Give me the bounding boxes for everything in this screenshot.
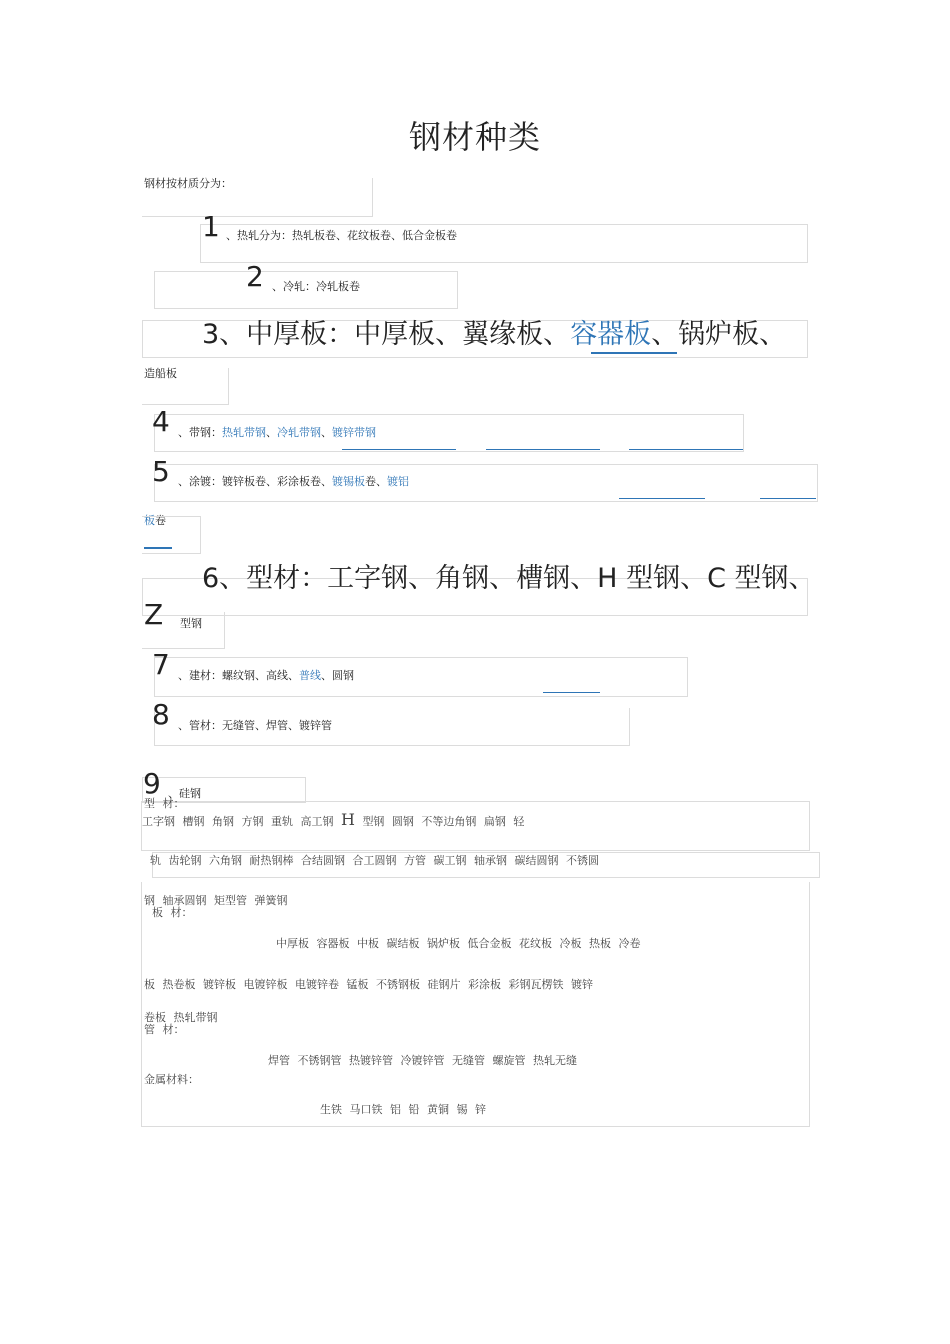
link-underline [619,498,705,499]
item-4-number: 4 [152,405,170,438]
metals-label: 金属材料： [144,1073,199,1086]
plates-label: 板 材： [152,906,193,919]
item-3-line2: 造船板 [144,367,177,380]
item-4-label: 、带钢： [178,426,222,439]
item-7-text-a: 、建材：螺纹钢、高线、 [178,669,299,682]
separator: 、 [266,426,277,439]
profiles-line1 [142,810,524,829]
text-frame [142,178,373,217]
category-frame [141,882,810,1127]
item-7-link-ordinary-wire[interactable]: 普线 [299,669,321,682]
item-5-text [178,473,409,489]
link-underline [543,692,600,693]
profiles-h: H [340,810,355,829]
plates-line1: 中厚板 容器板 中板 碳结板 锅炉板 低合金板 花纹板 冷板 热板 冷卷 [276,937,641,950]
item-4-link-galv-strip[interactable]: 镀锌带钢 [332,426,376,439]
item-7-number: 7 [152,648,170,681]
link-underline [486,449,600,450]
pipes-label: 管 材： [144,1023,185,1036]
item-5-number: 5 [152,455,170,488]
item-2-text: 、冷轧：冷轧板卷 [272,280,360,293]
item-5-text-a: 、涂镀：镀锌板卷、彩涂板卷、 [178,475,332,488]
item-3-text-a: 3、中厚板：中厚板、翼缘板、 [202,319,571,350]
profiles-line1-b: 型钢 圆钢 不等边角钢 扁钢 轻 [362,815,525,828]
item-5-link-plate[interactable]: 板 [144,514,155,527]
item-2-number: 2 [246,260,264,293]
item-4-link-cold-strip[interactable]: 冷轧带钢 [277,426,321,439]
metals-line1: 生铁 马口铁 铝 铅 黄铜 锡 锌 [320,1103,486,1116]
item-9-number: 9 [143,767,161,800]
item-3-line1 [202,312,786,351]
item-7-text [178,667,354,683]
intro-text: 钢材按材质分为： [144,177,232,190]
item-8-text: 、管材：无缝管、焊管、镀锌管 [178,719,332,732]
link-underline [760,498,816,499]
item-7-text-b: 、圆钢 [321,669,354,682]
text-frame [142,368,229,405]
plates-line2: 板 热卷板 镀锌板 电镀锌板 电镀锌卷 锰板 不锈钢板 硅钢片 彩涂板 彩钢瓦楞铁 镀锌 [144,978,593,991]
link-underline [144,547,172,549]
link-underline [629,449,743,450]
pipes-line1: 焊管 不锈钢管 热镀锌管 冷镀锌管 无缝管 螺旋管 热轧无缝 [268,1054,577,1067]
profiles-line3: 钢 轴承圆钢 矩型管 弹簧钢 [144,894,288,907]
item-5-link-aluminized[interactable]: 镀铝 [387,475,409,488]
plates-line3: 卷板 热轧带钢 [144,1011,218,1024]
item-1-number: 1 [202,210,220,243]
item-5-link-tinplate[interactable]: 镀锡板 [332,475,365,488]
profiles-line1-a: 工字钢 槽钢 角钢 方钢 重轨 高工钢 [142,815,334,828]
item-6-line2: 型钢 [180,617,202,630]
profiles-label: 型 材： [144,797,185,810]
separator: 、 [321,426,332,439]
text-frame [142,612,225,649]
link-underline [591,352,677,354]
item-6-z: Z [144,598,164,631]
profiles-line2: 轨 齿轮钢 六角钢 耐热钢棒 合结圆钢 合工圆钢 方管 碳工钢 轴承钢 碳结圆钢 不锈圆 [150,854,599,867]
item-9-text: 、硅钢 [168,787,201,800]
item-5-text-b: 卷、 [365,475,387,488]
item-3-link-vessel-plate[interactable]: 容器板 [570,319,652,350]
item-4-text [178,424,376,440]
item-8-number: 8 [152,698,170,731]
page-title: 钢材种类 [408,118,541,156]
item-6-line1: 6、型材：工字钢、角钢、槽钢、H 型钢、C 型钢、 [202,563,816,594]
item-1-text: 、热轧分为：热轧板卷、花纹板卷、低合金板卷 [226,229,457,242]
item-3-text-b: 、锅炉板、 [651,319,787,350]
item-5-line2-text: 卷 [155,514,166,527]
item-4-link-hot-strip[interactable]: 热轧带钢 [222,426,266,439]
link-underline [342,449,456,450]
